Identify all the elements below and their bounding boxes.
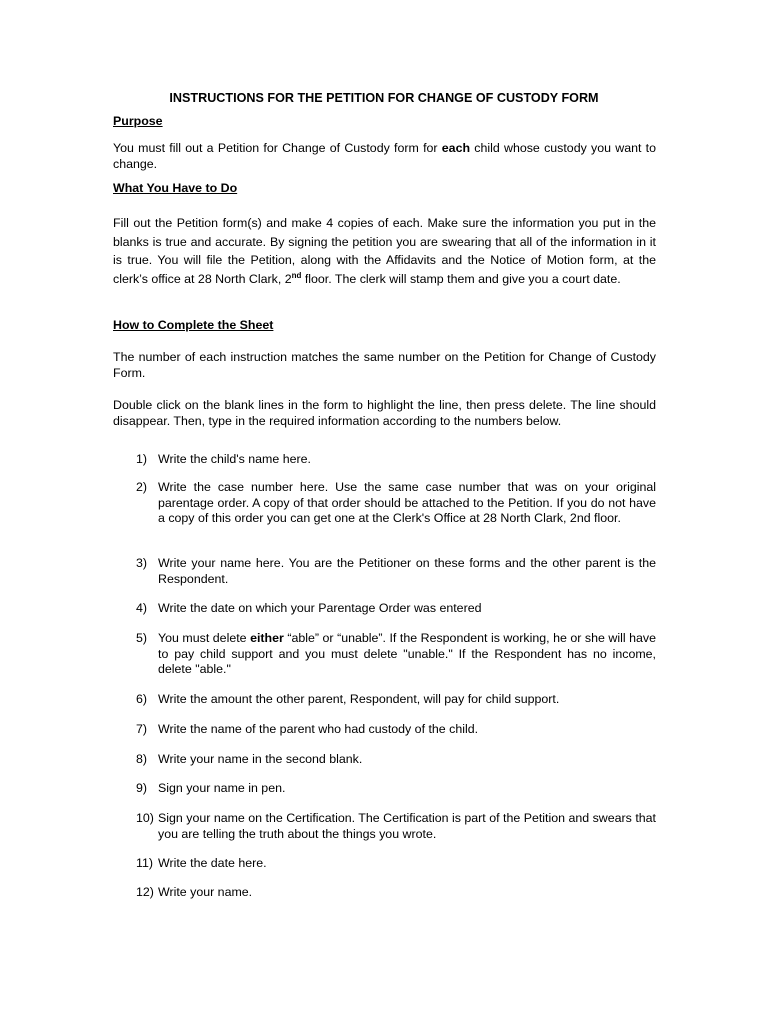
how-to-heading: How to Complete the Sheet [113, 318, 274, 332]
item-number: 6) [136, 692, 148, 706]
item-text: Write the child's name here. [158, 452, 311, 466]
item-text: Sign your name in pen. [158, 781, 286, 795]
item-number: 3) [136, 556, 148, 570]
item-5-text-end: “able” or “unable”. If the Respondent is working, he or she will have to pay child support and you must delete "unable." If the Respondent has no income, delete "able." [158, 631, 656, 676]
purpose-heading: Purpose [113, 114, 163, 128]
item-number: 2) [136, 480, 148, 494]
what-to-do-paragraph [113, 214, 656, 288]
item-number: 10) [136, 811, 154, 825]
purpose-paragraph [113, 141, 656, 172]
item-text: Write the name of the parent who had custody of the child. [158, 722, 479, 736]
list-item-5 [136, 631, 656, 678]
list-item-10 [136, 811, 656, 842]
document-title: INSTRUCTIONS FOR THE PETITION FOR CHANGE OF CUSTODY FORM [169, 91, 599, 105]
item-number: 8) [136, 752, 148, 766]
item-text [158, 631, 656, 678]
item-5-emphasis: either [250, 631, 284, 645]
purpose-text-start: You must fill out a Petition for Change of Custody form for [113, 141, 442, 155]
item-text: Write your name. [158, 885, 253, 899]
what-to-do-text-start: Fill out the Petition form(s) and make 4 copies of each. Make sure the information you put in the blanks is true and accurate. By signing the petition you are swearing that all of the information in it is true. You will file the Petition, along with the Affidavits and the Notice of Motion form, at the clerk’s office at 28 North Clark, 2 [113, 216, 656, 286]
double-click-instruction: Double click on the blank lines in the form to highlight the line, then press delete. The line should disappear. Then, type in the required information according to the numbers below. [113, 398, 656, 428]
item-5-text-start: You must delete [158, 631, 251, 645]
list-item-1 [136, 452, 656, 468]
item-number: 9) [136, 781, 148, 795]
what-to-do-text-end: floor. The clerk will stamp them and give you a court date. [301, 271, 621, 286]
item-text: Write the case number here. Use the same case number that was on your original parentage order. A copy of that order should be attached to the Petition. If you do not have a copy of this order you can get one at the Clerk's Office at 28 North Clark, 2nd floor. [158, 480, 656, 525]
item-text: Write the amount the other parent, Respondent, will pay for child support. [158, 692, 560, 706]
list-item-2 [136, 480, 656, 527]
item-number: 7) [136, 722, 148, 736]
item-text: Sign your name on the Certification. The Certification is part of the Petition and swears that you are telling the truth about the things you wrote. [158, 811, 656, 841]
item-text: Write the date here. [158, 856, 267, 870]
list-item-9 [136, 781, 656, 797]
item-text: Write your name in the second blank. [158, 752, 363, 766]
list-item-7 [136, 722, 656, 738]
what-to-do-heading: What You Have to Do [113, 181, 238, 195]
item-number: 4) [136, 601, 148, 615]
list-item-12 [136, 885, 656, 901]
list-item-11 [136, 856, 656, 872]
list-item-8 [136, 752, 656, 768]
list-item-4 [136, 601, 656, 617]
list-item-6 [136, 692, 656, 708]
item-number: 11) [136, 856, 153, 870]
how-to-intro: The number of each instruction matches the same number on the Petition for Change of Custody Form. [113, 350, 656, 380]
item-text: Write the date on which your Parentage Order was entered [158, 601, 482, 615]
floor-ordinal: nd [291, 270, 302, 280]
list-item-3 [136, 556, 656, 587]
purpose-emphasis: each [441, 141, 471, 155]
item-number: 5) [136, 631, 148, 645]
item-number: 1) [136, 452, 148, 466]
purpose-text-end: child whose custody you want to change. [113, 141, 657, 171]
item-text: Write your name here. You are the Petitioner on these forms and the other parent is the Respondent. [158, 556, 656, 586]
item-number: 12) [136, 885, 154, 899]
